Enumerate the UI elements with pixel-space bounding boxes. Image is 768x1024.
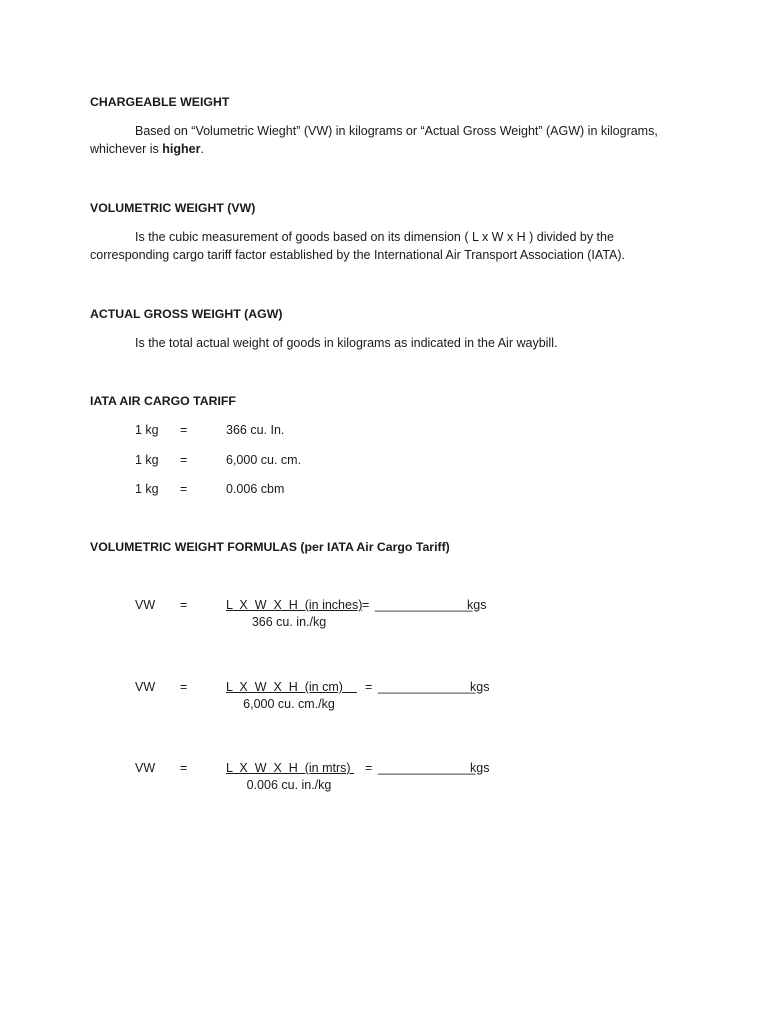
- formula-denominator: 0.006 cu. in./kg: [246, 778, 332, 792]
- tariff-row-unit: 1 kg: [135, 453, 159, 467]
- formula-label: VW: [135, 680, 156, 694]
- formula-unit: kgs: [470, 680, 490, 694]
- formula-blank: ______________: [375, 598, 473, 612]
- formula-denominator: 6,000 cu. cm./kg: [243, 697, 335, 711]
- formula-blank: ______________: [378, 680, 476, 694]
- heading-vw-formulas: VOLUMETRIC WEIGHT FORMULAS (per IATA Air Cargo Tariff): [90, 540, 450, 554]
- heading-chargeable-weight: CHARGEABLE WEIGHT: [90, 95, 230, 109]
- formula-denominator: 366 cu. in./kg: [251, 615, 327, 629]
- tariff-row-equals: =: [180, 482, 188, 496]
- tariff-row-value: 0.006 cbm: [226, 482, 285, 496]
- formula-label: VW: [135, 761, 156, 775]
- paragraph-actual-gross-weight: Is the total actual weight of goods in kilograms as indicated in the Air waybill.: [135, 336, 558, 350]
- formula-numerator: L X W X H (in mtrs): [226, 761, 355, 775]
- formula-unit: kgs: [467, 598, 487, 612]
- formula-result-equals: =: [365, 680, 373, 694]
- tariff-row-equals: =: [180, 453, 188, 467]
- volumetric-text: Is the cubic measurement of goods based on its dimension ( L x W x H ) divided by the corresponding cargo tariff factor established by the International Air Transport Association (IATA).: [90, 230, 625, 262]
- chargeable-text-end: .: [200, 142, 204, 156]
- heading-volumetric-weight: VOLUMETRIC WEIGHT (VW): [90, 201, 256, 215]
- formula-result-equals: =: [362, 598, 370, 612]
- formula-numerator: L X W X H (in inches): [226, 598, 363, 612]
- formula-unit: kgs: [470, 761, 490, 775]
- paragraph-volumetric-weight: [90, 228, 680, 264]
- tariff-row-value: 6,000 cu. cm.: [226, 453, 302, 467]
- formula-equals: =: [180, 761, 188, 775]
- tariff-row-unit: 1 kg: [135, 423, 159, 437]
- heading-iata-tariff: IATA AIR CARGO TARIFF: [90, 394, 236, 408]
- tariff-row-unit: 1 kg: [135, 482, 159, 496]
- chargeable-text: Based on “Volumetric Wieght” (VW) in kilograms or “Actual Gross Weight” (AGW) in kilograms, whichever is: [90, 124, 658, 156]
- tariff-row-value: 366 cu. In.: [226, 423, 285, 437]
- formula-equals: =: [180, 680, 188, 694]
- tariff-row-equals: =: [180, 423, 188, 437]
- formula-blank: ______________: [378, 761, 476, 775]
- formula-numerator: L X W X H (in cm): [226, 680, 357, 694]
- formula-equals: =: [180, 598, 188, 612]
- heading-actual-gross-weight: ACTUAL GROSS WEIGHT (AGW): [90, 307, 283, 321]
- formula-result-equals: =: [365, 761, 373, 775]
- paragraph-chargeable-weight: [90, 122, 680, 158]
- formula-label: VW: [135, 598, 156, 612]
- chargeable-text-bold: higher: [162, 142, 201, 156]
